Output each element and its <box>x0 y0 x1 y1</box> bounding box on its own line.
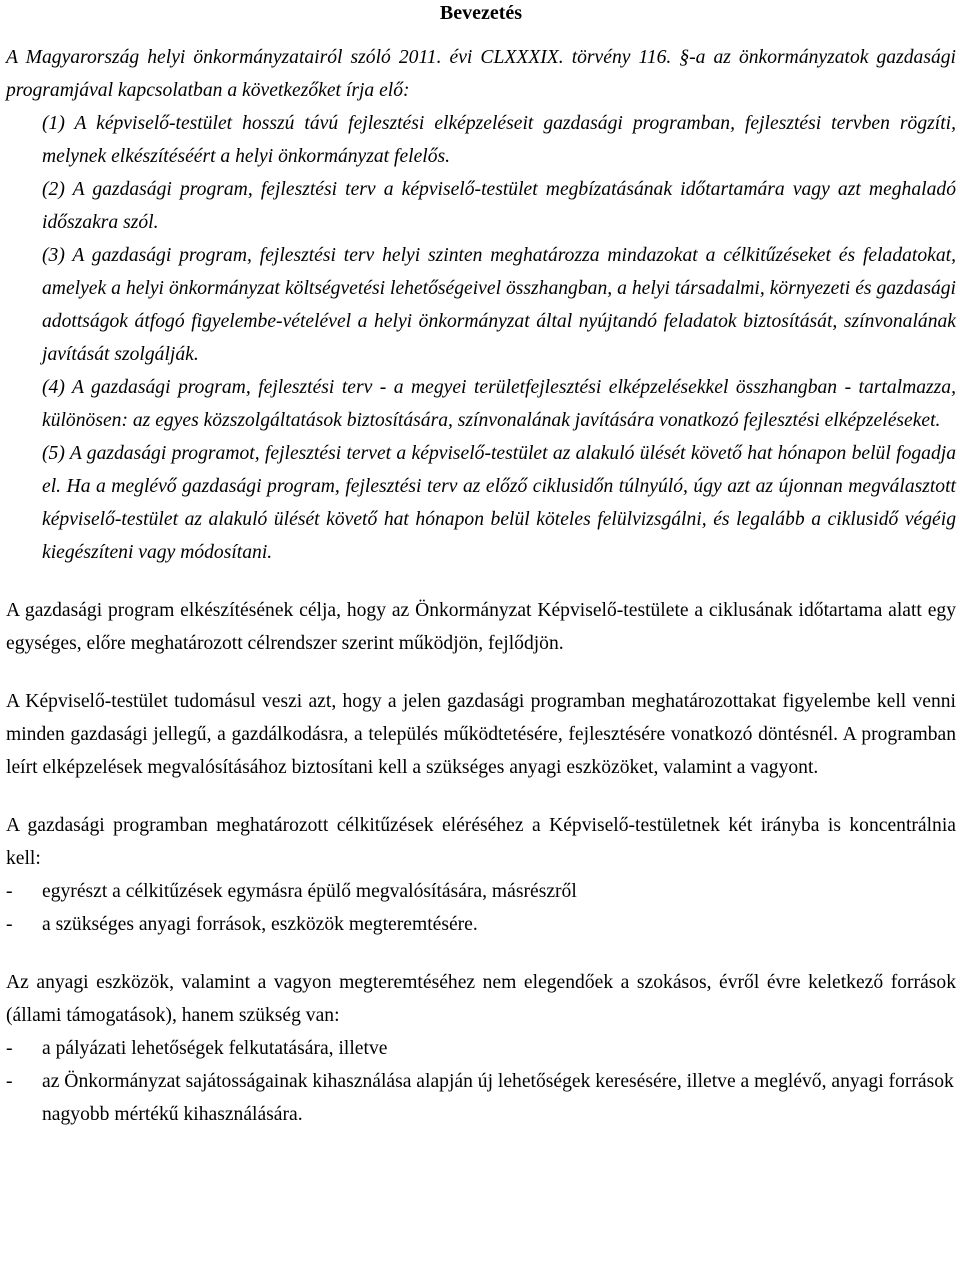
paragraph-goal: A gazdasági program elkészítésének célja, hogy az Önkormányzat Képviselő-testülete a ciklusának időtartama alatt egy egységes, előre meghatározott célrendszer szerint működjön, fejlődjön. <box>6 600 956 654</box>
dash-bullet: - <box>6 881 13 902</box>
objectives-list <box>6 875 956 941</box>
law-quote-intro: A Magyarország helyi önkormányzatairól szóló 2011. évi CLXXXIX. törvény 116. §-a az önkormányzatok gazdasági programjával kapcsolatban a következőket írja elő: <box>6 47 956 101</box>
law-quote <box>6 41 956 569</box>
paragraph-resources <box>6 966 956 1131</box>
law-paragraph-1: (1) A képviselő-testület hosszú távú fejlesztési elképzeléseit gazdasági programban, fejlesztési tervben rögzíti, melynek elkészítéséért a helyi önkormányzat felelős. <box>42 113 956 167</box>
page-title: Bevezetés <box>439 2 523 24</box>
law-paragraph-5: (5) A gazdasági programot, fejlesztési tervet a képviselő-testület az alakuló ülését követő hat hónapon belül fogadja el. Ha a meglévő gazdasági program, fejlesztési terv az előző ciklusidőn túlnyúló, úgy azt az újonnan megválasztott képviselő-testület az alakuló ülését követő hat hónapon belül köteles felülvizsgálni, és legalább a ciklusidő végéig kiegészíteni vagy módosítani. <box>42 443 956 563</box>
paragraph-objectives <box>6 809 956 941</box>
paragraph-resources-text: Az anyagi eszközök, valamint a vagyon megteremtéséhez nem elegendőek a szokásos, évről évre keletkező források (állami támogatások), hanem szükség van: <box>6 972 956 1026</box>
list-item: - a szükséges anyagi források, eszközök megteremtésére. <box>6 908 956 941</box>
paragraph-objectives-text: A gazdasági programban meghatározott célkitűzések eléréséhez a Képviselő-testületnek két irányba is koncentrálnia kell: <box>6 815 956 869</box>
resources-list <box>6 1032 956 1131</box>
law-paragraph-2: (2) A gazdasági program, fejlesztési terv a képviselő-testület megbízatásának időtartamára vagy azt meghaladó időszakra szól. <box>42 179 956 233</box>
law-paragraph-3: (3) A gazdasági program, fejlesztési terv helyi szinten meghatározza mindazokat a célkitűzéseket és feladatokat, amelyek a helyi önkormányzat költségvetési lehetőségeivel összhangban, a helyi társadalmi, környezeti és gazdasági adottságok átfogó figyelembe-vételével a helyi önkormányzat által nyújtandó feladatok biztosítását, színvonalának javítását szolgálják. <box>42 245 956 365</box>
paragraph-acknowledgement: A Képviselő-testület tudomásul veszi azt, hogy a jelen gazdasági programban meghatározottakat figyelembe kell venni minden gazdasági jellegű, a gazdálkodásra, a település működtetésére, fejlesztésére vonatkozó döntésnél. A programban leírt elképzelések megvalósításához biztosítani kell a szükséges anyagi eszközöket, valamint a vagyont. <box>6 691 956 778</box>
list-item: - egyrészt a célkitűzések egymásra épülő megvalósítására, másrészről <box>6 875 956 908</box>
dash-bullet: - <box>6 1038 13 1059</box>
law-paragraph-4: (4) A gazdasági program, fejlesztési terv - a megyei területfejlesztési elképzelésekkel összhangban - tartalmazza, különösen: az egyes közszolgáltatások biztosítására, színvonalának javítására vonatkozó fejlesztési elképzeléseket. <box>42 377 956 431</box>
list-item: - az Önkormányzat sajátosságainak kihasználása alapján új lehetőségek keresésére, illetve a meglévő, anyagi források nagyobb mértékű kihasználására. <box>6 1065 956 1131</box>
dash-bullet: - <box>6 1071 13 1092</box>
dash-bullet: - <box>6 914 13 935</box>
document-page <box>6 0 956 1131</box>
list-item: - a pályázati lehetőségek felkutatására, illetve <box>6 1032 956 1065</box>
